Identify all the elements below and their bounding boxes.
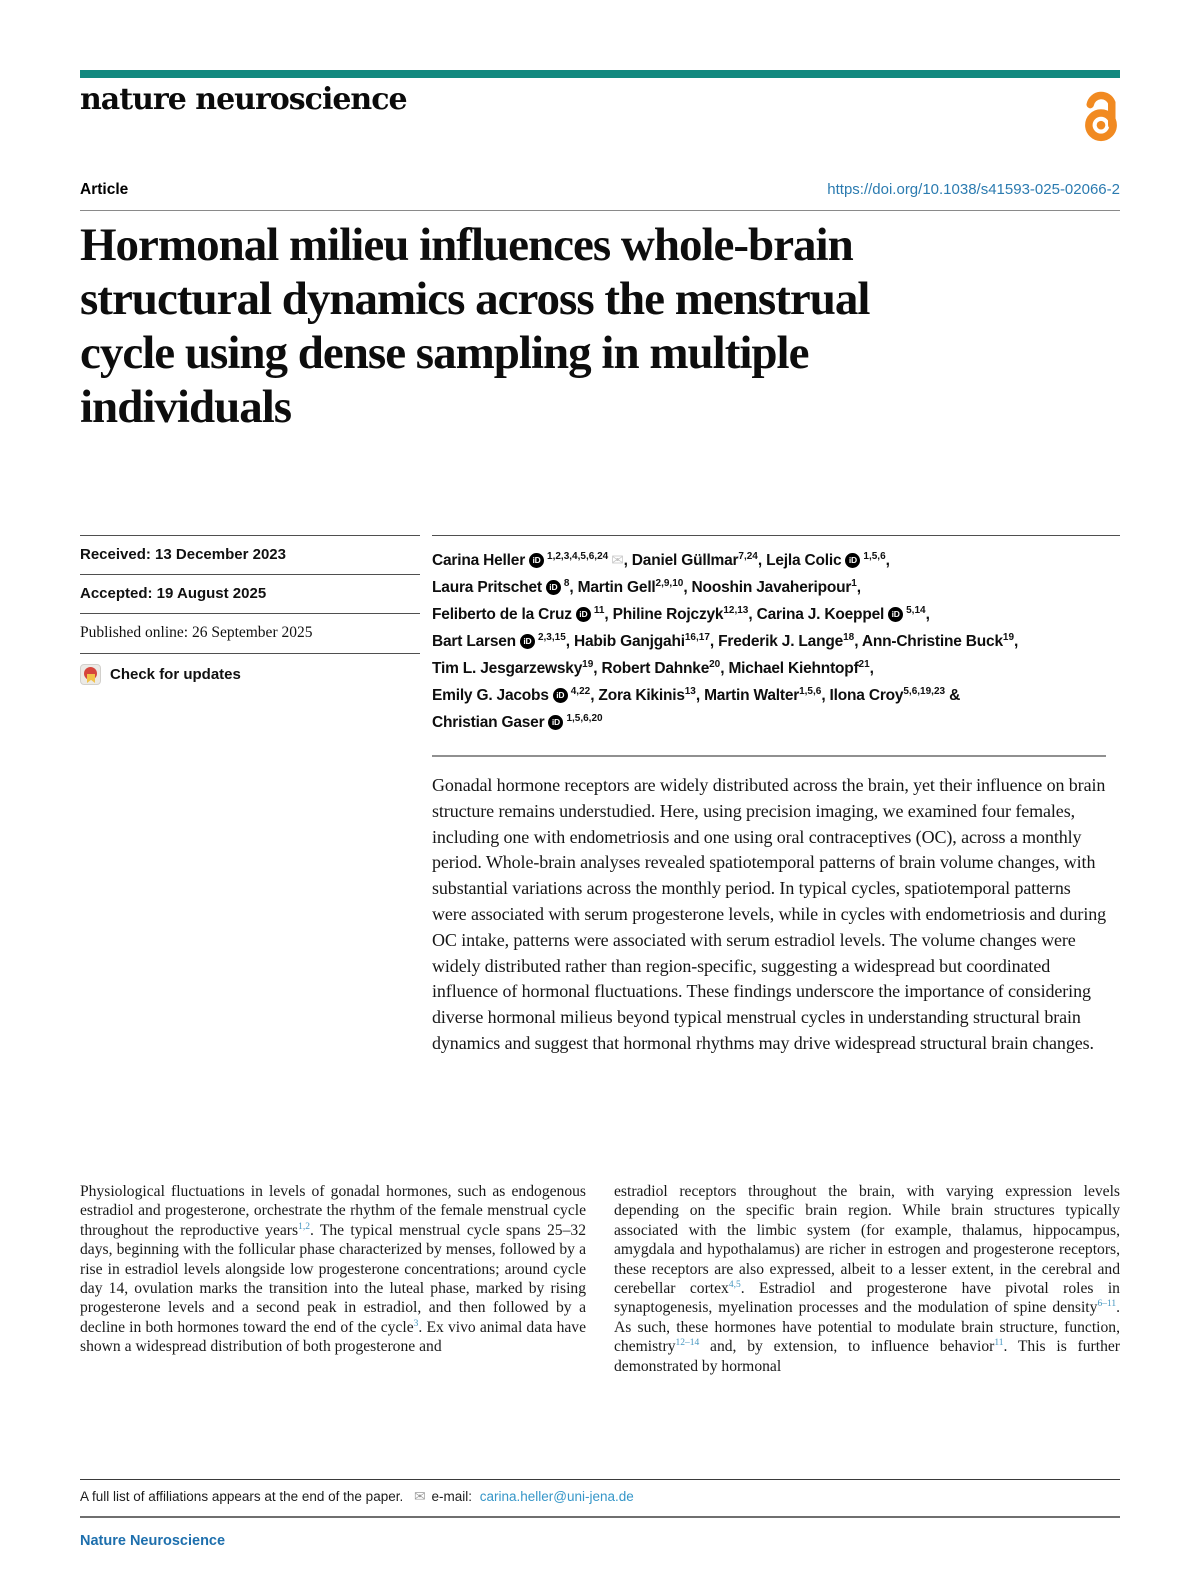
doi-link[interactable]: https://doi.org/10.1038/s41593-025-02066-2: [827, 181, 1120, 198]
orcid-icon[interactable]: iD: [529, 553, 544, 568]
accepted-date: Accepted: 19 August 2025: [80, 574, 420, 613]
orcid-icon[interactable]: iD: [546, 580, 561, 595]
affiliations-line: [80, 1479, 1120, 1505]
received-date: Received: 13 December 2023: [80, 535, 420, 574]
reference-superscript[interactable]: 6–11: [1097, 1299, 1117, 1310]
reference-superscript[interactable]: 11: [994, 1338, 1004, 1349]
dates-column: [80, 535, 420, 736]
check-for-updates-button[interactable]: [80, 653, 420, 696]
crossmark-bookmark: [87, 674, 95, 683]
crossmark-icon: [80, 664, 101, 685]
check-for-updates-label: Check for updates: [110, 666, 241, 683]
body-left-column: Physiological fluctuations in levels of gonadal hormones, such as endogenous estradiol and progesterone, orchestrate the rhythm of the female menstrual cycle throughout the reproductive years$^{1,2}$. The typical menstrual cycle spans 25–32 days, beginning with the follicular phase characterized by menses, followed by a rise in estradiol levels alongside low progesterone concentrations; around cycle day 14, ovulation marks the transition into the luteal phase, marked by rising progesterone levels and a second peak in estradiol, and then followed by a decline in both hormones toward the end of the cycle$^3$. Ex vivo animal data have shown a widespread distribution of both progesterone and: [80, 1183, 587, 1356]
article-type-label: Article: [80, 181, 129, 198]
orcid-icon[interactable]: iD: [888, 607, 903, 622]
orcid-icon[interactable]: iD: [553, 688, 568, 703]
orcid-icon[interactable]: iD: [520, 634, 535, 649]
email-label: e-mail:: [431, 1489, 472, 1504]
reference-superscript[interactable]: 12–14: [675, 1338, 700, 1349]
corresponding-author-mail-icon: ✉: [611, 552, 624, 569]
page-footer: [80, 1479, 1120, 1549]
email-link[interactable]: carina.heller@uni-jena.de: [479, 1489, 634, 1504]
article-title: Hormonal milieu influences whole-brain structural dynamics across the menstrual cycle using dense sampling in multiple individuals: [80, 219, 870, 433]
journal-logo: nature neuroscience: [80, 82, 407, 117]
open-access-icon: [1082, 84, 1120, 142]
affiliations-note: A full list of affiliations appears at the end of the paper.: [80, 1489, 404, 1504]
email-icon: ✉: [413, 1488, 426, 1504]
published-date: Published online: 26 September 2025: [80, 613, 420, 653]
reference-superscript[interactable]: 1,2: [298, 1221, 310, 1232]
article-info-section: [80, 535, 1120, 736]
orcid-icon[interactable]: iD: [845, 553, 860, 568]
reference-superscript[interactable]: 4,5: [728, 1279, 741, 1290]
journal-brand-bar: [80, 70, 1120, 78]
body-right-column: estradiol receptors throughout the brain, with varying expression levels depending on the specific brain region. While brain structures typically associated with the limbic system (for example, thalamus, hippocampus, amygdala and hypothalamus) are richer in estrogen and progesterone receptors, these receptors are also expressed, albeit to a lesser extent, in the cerebral and cerebellar cortex$^{4,5}$. Estradiol and progesterone have pivotal roles in synaptogenesis, myelination processes and the modulation of spine density$^{6-11}$. As such, these hormones have potential to modulate brain structure, function, chemistry$^{12-14}$ and, by extension, to influence behavior$^{11}$. This is further demonstrated by hormonal: [614, 1183, 1120, 1375]
article-header-row: [80, 181, 1120, 199]
footer-journal-name: Nature Neuroscience: [80, 1533, 226, 1549]
header-divider: [80, 210, 1120, 211]
body-text-section: [80, 1182, 1120, 1376]
author-list: Carina Heller iD $^{1,2,3,4,5,6,24}$ ✉, Daniel Güllmar$^{7,24}$, Lejla Colic iD $^{1,5,6}$, Laura Pritschet iD $^8$, Martin Gell$^{2,9,10}$, Nooshin Javaheripour$^1$, Feliberto de la Cruz iD $^{11}$, Philine Rojczyk$^{12,13}$, Carina J. Koeppel iD $^{5,14}$, Bart Larsen iD $^{2,3,15}$, Habib Ganjgahi$^{16,17}$, Frederik J. Lange$^{18}$, Ann-Christine Buck$^{19}$, Tim L. Jesgarzewsky$^{19}$, Robert Dahnke$^{20}$, Michael Kiehntopf$^{21}$, Emily G. Jacobs iD $^{4,22}$, Zora Kikinis$^{13}$, Martin Walter$^{1,5,6}$, Ilona Croy$^{5,6,19,23}$ & Christian Gaser iD $^{1,5,6,20}$: [432, 535, 1120, 736]
orcid-icon[interactable]: iD: [576, 607, 591, 622]
orcid-icon[interactable]: iD: [548, 715, 563, 730]
abstract-section: [432, 755, 1106, 1057]
reference-superscript[interactable]: 3: [413, 1318, 419, 1329]
abstract-text: Gonadal hormone receptors are widely distributed across the brain, yet their influence on brain structure remains understudied. Here, using precision imaging, we examined four females, including one with endometriosis and one using oral contraceptives (OC), across a monthly period. Whole-brain analyses revealed spatiotemporal patterns of brain volume changes, with substantial variations across the monthly period. In typical cycles, spatiotemporal patterns were associated with serum progesterone levels, while in cycles with endometriosis and during OC intake, patterns were associated with serum estradiol levels. The volume changes were widely distributed rather than region-specific, suggesting a widespread but coordinated influence of hormonal fluctuations. These findings underscore the importance of considering diverse hormonal milieus beyond typical menstrual cycles in understanding structural brain dynamics and suggest that hormonal rhythms may drive widespread structural brain changes.: [432, 775, 1107, 1053]
footer-divider: [80, 1516, 1120, 1518]
